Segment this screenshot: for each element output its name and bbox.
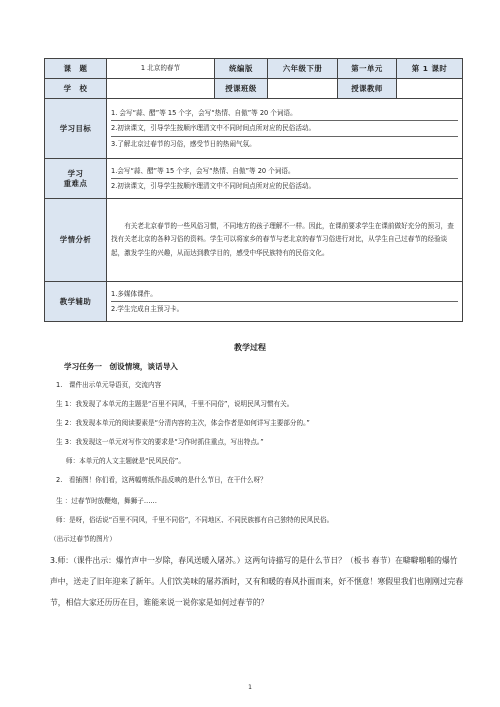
label-key-points-line2: 重难点: [63, 178, 88, 188]
label-teacher: 授课教师: [338, 79, 397, 99]
task-heading: 学习任务一 创设情境，谈话导入: [64, 362, 178, 371]
label-lesson: 课 题: [45, 59, 107, 79]
row-goals: [45, 99, 463, 159]
label-key-points: [45, 159, 107, 199]
row-analysis: [45, 199, 463, 282]
goals-content: [107, 99, 463, 159]
row-aids: [45, 282, 463, 322]
student-1: 生 1：我发现了本单元的主题是“百里不同风，千里不同俗”，说明民风习惯有关。: [56, 400, 294, 408]
key-points-content: [107, 159, 463, 199]
page-number: 1: [248, 684, 252, 691]
aid-item: 1.多媒体课件。: [111, 289, 157, 298]
row-lesson: [45, 59, 463, 79]
goal-item: 2.初读课文，引导学生按顺序理清文中不同时间点所对应的民俗活动。: [111, 120, 458, 135]
label-school: 学 校: [45, 79, 107, 99]
label-class: 授课班级: [215, 79, 268, 99]
label-analysis: 学情分析: [45, 199, 107, 282]
school-value: [107, 79, 215, 99]
key-point-item: 1.会写“蒜、醋”等 15 个字，会写“热情、自傲”等 20 个词语。: [111, 166, 295, 175]
label-goals: 学习目标: [45, 99, 107, 159]
period: 第 1 课时: [397, 59, 463, 79]
aid-item: 2.学生完成自主预习卡。: [111, 301, 458, 316]
lesson-title: 1 北京的春节: [107, 59, 215, 79]
student-3: 生 3：我发现这一单元对写作文的要求是“习作时抓住重点，写出特点。”: [56, 438, 264, 446]
step-1: 1. 课件出示单元导语页，交流内容: [56, 381, 162, 389]
step-2: 2. 看插图！你们看，这两幅剪纸作品反映的是什么节日，在干什么呀？: [56, 476, 267, 484]
row-key-points: [45, 159, 463, 199]
teacher-2: 师：是呀，俗话说“百里不同风，千里不同俗”，不同地区、不同民族都有自己独特的民风民俗。: [56, 516, 334, 524]
aids-content: [107, 282, 463, 322]
picture-note: （出示过春节的图片）: [50, 535, 116, 543]
analysis-content: [107, 199, 463, 282]
teacher-value: [397, 79, 463, 99]
analysis-text: 有关老北京春节的一些风俗习惯，不同地方的孩子理解不一样。因此，在课前要求学生在课前做好充分的预习，查找有关老北京的各种习俗的资料。学生可以将家乡的春节与老北京的春节习俗进行对比，从学生自己过春节的经验谈起，激发学生的兴趣，从而达到教学目的，感受中华民族特有的民俗文化。: [111, 221, 454, 257]
label-aids: 教学辅助: [45, 282, 107, 322]
lesson-plan-table: [44, 58, 463, 322]
edition: 统编版: [215, 59, 268, 79]
goal-item: 1. 会写“蒜、醋”等 15 个字，会写“热情、自傲”等 20 个词语。: [111, 109, 297, 118]
teacher-1: 师：本单元的人文主题就是“民风民俗”。: [66, 457, 185, 465]
goal-item: 3.了解北京过春节的习俗，感受节日的热闹气氛。: [111, 136, 458, 151]
unit: 第一单元: [338, 59, 397, 79]
grade: 六年级下册: [268, 59, 338, 79]
step-3: 3.师：（课件出示：爆竹声中一岁除，春风送暖入屠苏。）这两句诗描写的是什么节日？（板书 春节）在噼噼啪啪的爆竹声中，送走了旧年迎来了新年。人们饮美味的屠苏酒时，又有和暖的春风扑面而来，好不惬意！寒假里我们也刚刚过完春节，相信大家还历历在目，谁能来说一说你家是如何过春节的？: [50, 556, 464, 607]
row-school: [45, 79, 463, 99]
key-point-item: 2.初读课文，引导学生按顺序理清文中不同时间点所对应的民俗活动。: [111, 178, 458, 193]
section-title: 教学过程: [234, 343, 266, 352]
student-4: 生 ：过春节时放鞭炮，舞狮子……: [56, 497, 158, 505]
class-value: [268, 79, 338, 99]
student-2: 生 2：我发现本单元的阅读要素是“分清内容的主次，体会作者是如何详写主要部分的。”: [56, 419, 310, 427]
label-key-points-line1: 学习: [67, 169, 84, 179]
